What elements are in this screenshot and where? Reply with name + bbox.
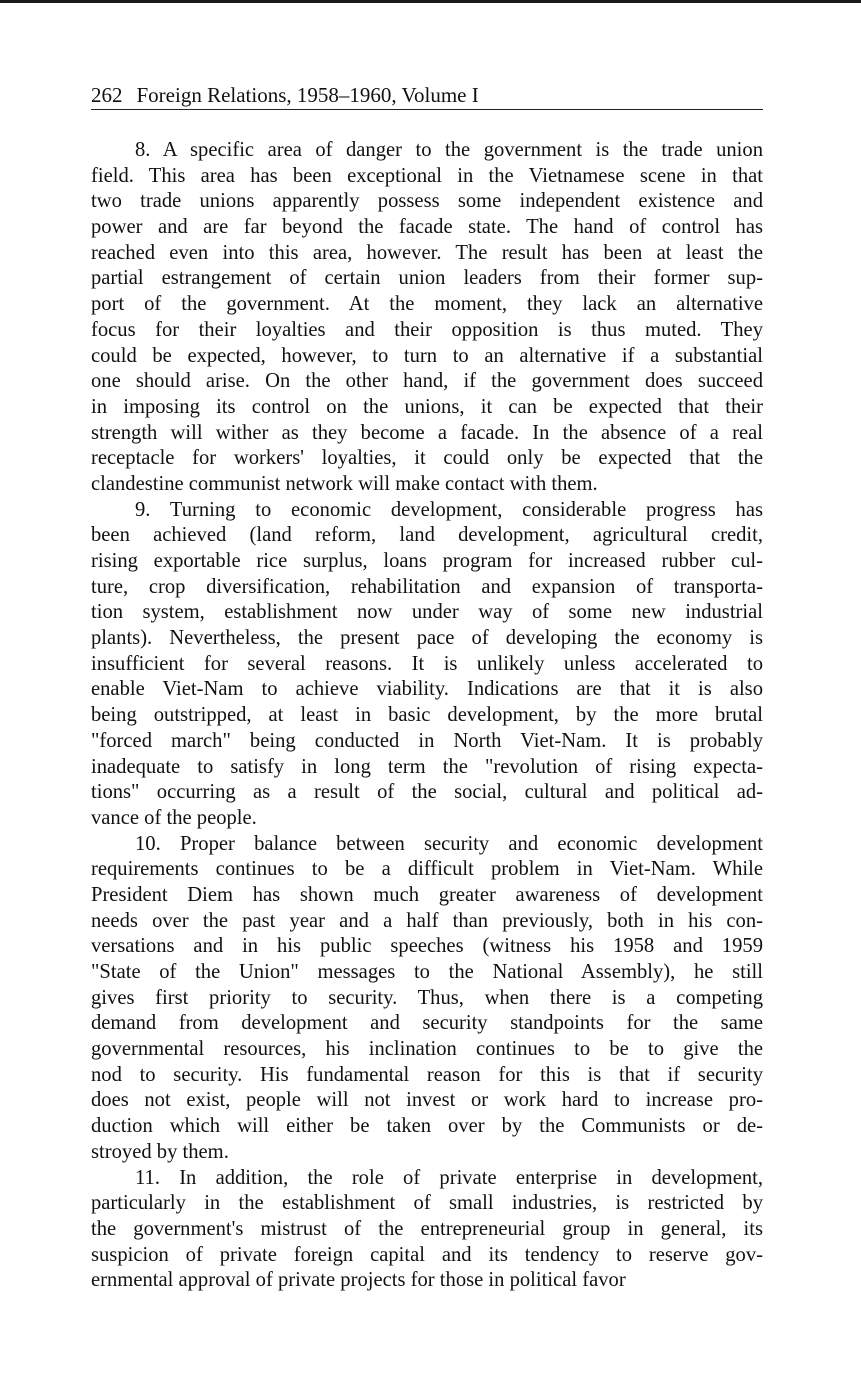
text-line: does not exist, people will not invest or work hard to increase pro- — [91, 1089, 763, 1112]
scan-top-edge — [0, 0, 861, 3]
paragraph-8 — [91, 138, 763, 498]
text-line: tion system, establishment now under way of some new industrial — [91, 601, 763, 624]
text-line: vance of the people. — [91, 806, 257, 829]
text-line: ernmental approval of private projects for those in political favor — [91, 1269, 626, 1292]
text-line: versations and in his public speeches (witness his 1958 and 1959 — [91, 935, 763, 958]
text-line: enable Viet-Nam to achieve viability. Indications are that it is also — [91, 678, 763, 701]
text-line: stroyed by them. — [91, 1140, 229, 1163]
text-line: "State of the Union" messages to the National Assembly), he still — [91, 961, 763, 983]
text-line: tions" occurring as a result of the social, cultural and political ad- — [91, 781, 763, 804]
running-head — [91, 82, 763, 108]
text-line: port of the government. At the moment, they lack an alternative — [91, 293, 763, 316]
page-number: 262 — [91, 83, 123, 107]
text-line: reached even into this area, however. The result has been at least the — [91, 241, 763, 264]
paragraph-9 — [91, 498, 763, 832]
text-line: rising exportable rice surplus, loans program for increased rubber cul- — [91, 550, 763, 572]
text-line: 10. Proper balance between security and economic development — [135, 832, 763, 855]
text-line: particularly in the establishment of small industries, is restricted by — [91, 1192, 763, 1215]
text-line: nod to security. His fundamental reason for this is that if security — [91, 1063, 763, 1086]
text-line: insufficient for several reasons. It is unlikely unless accelerated to — [91, 652, 763, 675]
text-line: one should arise. On the other hand, if the government does succeed — [91, 370, 763, 393]
text-line: 9. Turning to economic development, considerable progress has — [135, 498, 763, 521]
text-line: clandestine communist network will make contact with them. — [91, 472, 598, 495]
text-line: demand from development and security standpoints for the same — [91, 1012, 763, 1035]
text-line: been achieved (land reform, land development, agricultural credit, — [91, 524, 763, 547]
paragraph-11 — [91, 1166, 763, 1294]
text-line: in imposing its control on the unions, it can be expected that their — [91, 395, 763, 418]
text-line: suspicion of private foreign capital and its tendency to reserve gov- — [91, 1243, 763, 1266]
header-rule — [91, 109, 763, 110]
text-line: inadequate to satisfy in long term the "revolution of rising expecta- — [91, 755, 763, 778]
text-line: "forced march" being conducted in North Viet-Nam. It is probably — [91, 729, 763, 752]
body-text — [91, 138, 763, 1294]
text-line: President Diem has shown much greater awareness of development — [91, 883, 763, 906]
text-line: partial estrangement of certain union leaders from their former sup- — [91, 267, 763, 290]
text-line: receptacle for workers' loyalties, it could only be expected that the — [91, 447, 763, 470]
text-line: two trade unions apparently possess some independent existence and — [91, 190, 763, 213]
text-line: gives first priority to security. Thus, when there is a competing — [91, 986, 763, 1009]
text-line: being outstripped, at least in basic development, by the more brutal — [91, 704, 763, 727]
volume-title: Foreign Relations, 1958–1960, Volume I — [136, 83, 479, 107]
text-line: duction which will either be taken over by the Communists or de- — [91, 1115, 763, 1138]
paragraph-10 — [91, 832, 763, 1166]
text-line: the government's mistrust of the entrepreneurial group in general, its — [91, 1217, 763, 1240]
text-line: governmental resources, his inclination continues to be to give the — [91, 1038, 763, 1061]
text-line: 8. A specific area of danger to the government is the trade union — [135, 139, 763, 161]
text-line: strength will wither as they become a facade. In the absence of a real — [91, 421, 763, 444]
text-line: plants). Nevertheless, the present pace of developing the economy is — [91, 627, 763, 650]
text-line: focus for their loyalties and their opposition is thus muted. They — [91, 318, 763, 341]
text-line: needs over the past year and a half than previously, both in his con- — [91, 909, 763, 932]
text-line: ture, crop diversification, rehabilitation and expansion of transporta- — [91, 575, 763, 598]
text-line: power and are far beyond the facade state. The hand of control has — [91, 216, 763, 239]
text-line: 11. In addition, the role of private enterprise in development, — [135, 1166, 763, 1189]
text-line: field. This area has been exceptional in the Vietnamese scene in that — [91, 164, 763, 187]
text-line: requirements continues to be a difficult problem in Viet-Nam. While — [91, 858, 763, 881]
text-line: could be expected, however, to turn to an alternative if a substantial — [91, 344, 763, 367]
